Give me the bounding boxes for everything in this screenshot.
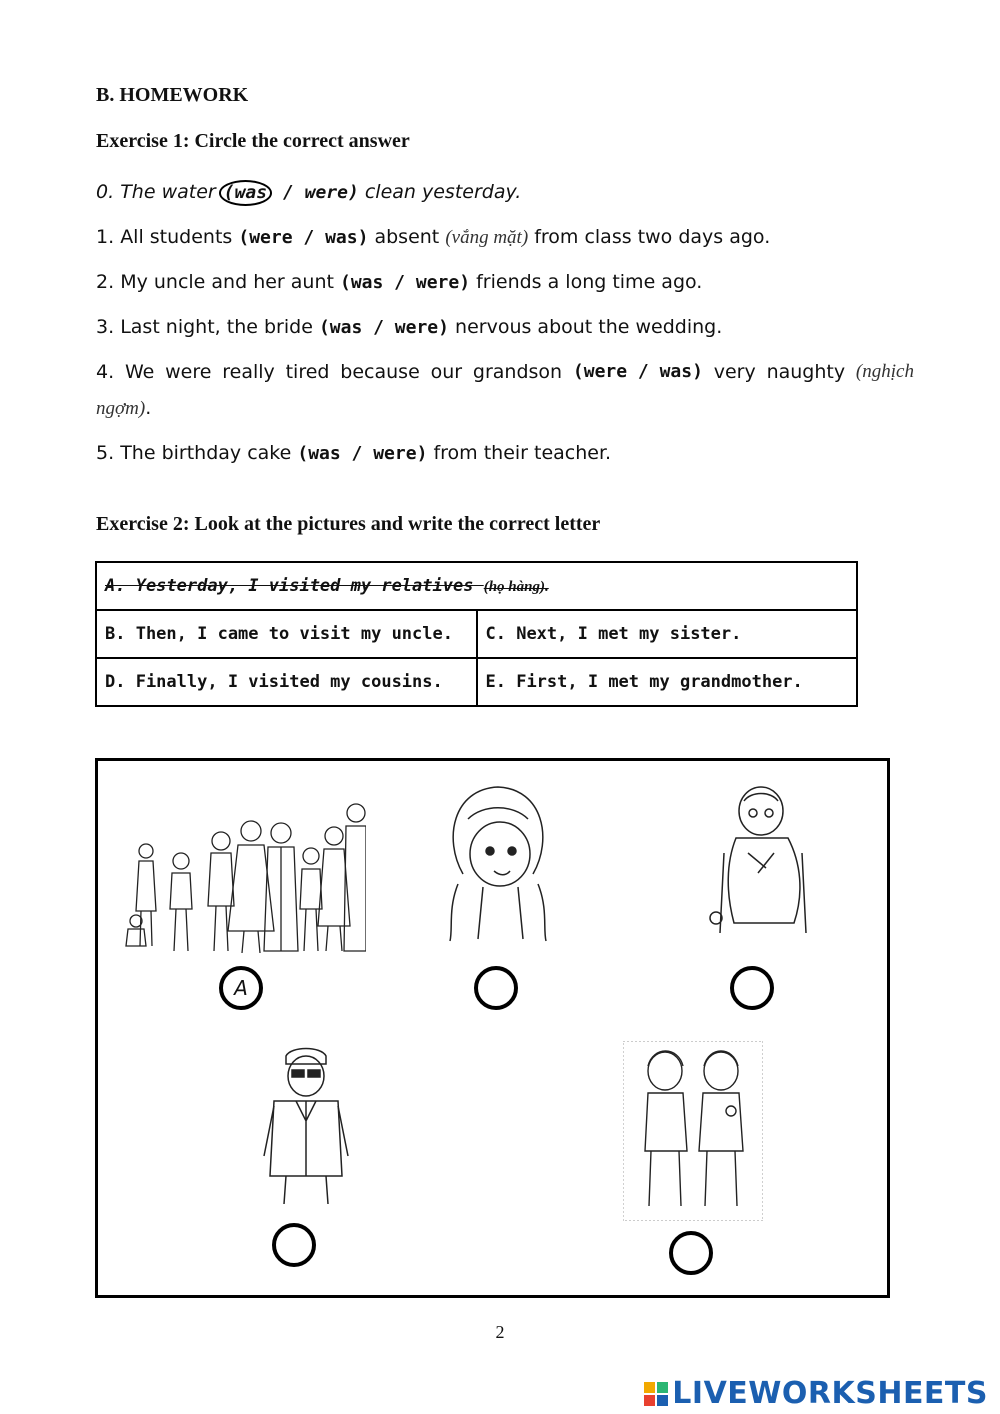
family-person [136,844,156,946]
section-title: B. HOMEWORK [96,84,249,106]
exercise-1-item-4[interactable]: 4. We were really tired because our grandson (were / was) very naughty (nghịch [96,361,914,383]
page-number: 2 [495,1322,505,1342]
option-b: B. Then, I came to visit my uncle. [96,610,477,658]
answer-circle-2[interactable] [474,966,518,1010]
cousins-icon [623,1041,763,1221]
exercise-2-title: Exercise 2: Look at the pictures and write the correct letter [96,513,601,535]
grandmother-knitting-icon [706,783,816,938]
exercise-1-item-1[interactable]: 1. All students (were / was) absent (vắng mặt) from class two days ago. [96,226,771,248]
exercise-1-item-5[interactable]: 5. The birthday cake (was / were) from their teacher. [96,442,612,464]
answer-circle-4[interactable] [272,1223,316,1267]
exercise-1-item-3[interactable]: 3. Last night, the bride (was / were) nervous about the wedding. [96,316,723,338]
answer-circle-1[interactable]: A [219,966,263,1010]
family-group-icon [116,781,366,956]
exercise-1-title: Exercise 1: Circle the correct answer [96,130,410,152]
option-a-crossed: A. Yesterday, I visited my relatives (họ hàng). [96,562,857,610]
answer-circle-3[interactable] [730,966,774,1010]
option-d: D. Finally, I visited my cousins. [96,658,477,706]
pictures-box [95,758,890,1298]
answer-circle-5[interactable] [669,1231,713,1275]
girl-sister-icon [438,779,558,944]
circled-answer: (was [219,180,272,206]
option-c: C. Next, I met my sister. [477,610,858,658]
brand-logo: LIVEWORKSHEETS [644,1376,988,1411]
options-table [95,561,858,707]
exercise-1-item-4-continued: ngợm). [96,397,152,419]
exercise-1-item-2[interactable]: 2. My uncle and her aunt (was / were) friends a long time ago. [96,271,703,293]
uncle-man-icon [246,1046,366,1206]
option-e: E. First, I met my grandmother. [477,658,858,706]
liveworksheets-logo-icon [644,1382,668,1406]
exercise-1-example: 0. The water (was / were) clean yesterday. [96,180,521,206]
